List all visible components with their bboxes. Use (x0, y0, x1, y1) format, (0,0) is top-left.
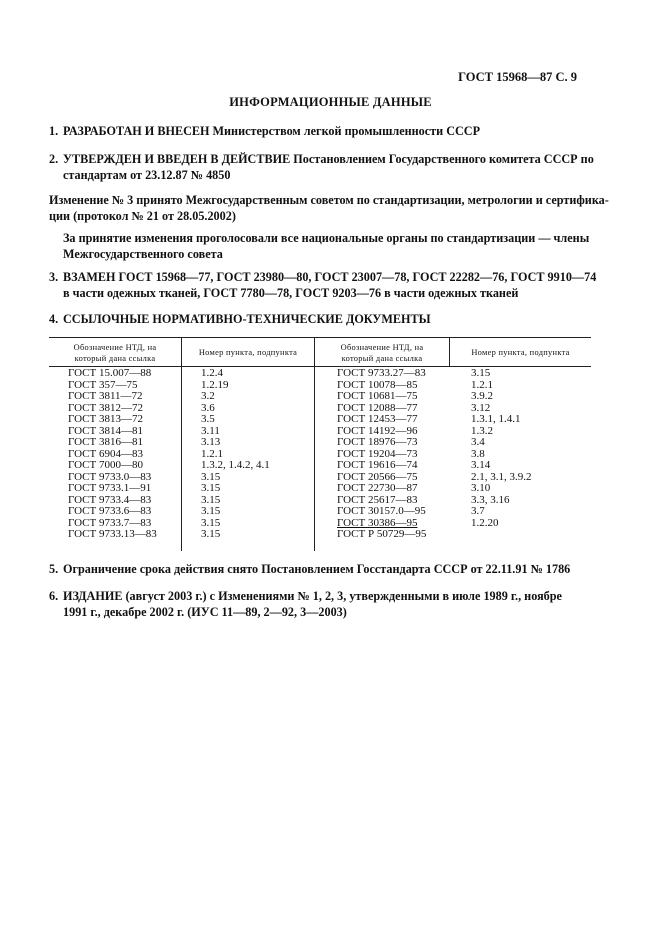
left-doc-cell: ГОСТ 9733.4—83 (68, 493, 152, 506)
left-clause-cell: 3.15 (201, 493, 221, 506)
right-doc-cell: ГОСТ 14192—96 (337, 424, 418, 437)
left-doc-cell: ГОСТ 3813—72 (68, 413, 143, 425)
left-doc-cell: ГОСТ 9733.13—83 (68, 528, 157, 540)
vote-note (63, 230, 609, 262)
item-6-line-2: 1991 г., декабре 2002 г. (ИУС 11—89, 2—92, 3—2003) (63, 605, 347, 619)
header-clause-left: Номер пункта, подпункта (198, 348, 298, 357)
left-clause-cell: 3.15 (201, 470, 221, 483)
left-clause-cell: 3.13 (201, 436, 221, 448)
header-doc-left (49, 342, 181, 364)
left-doc-cell: ГОСТ 357—75 (68, 378, 138, 391)
item-3-line-2: в части одежных тканей, ГОСТ 7780—78, ГОСТ 9203—76 в части одежных тканей (63, 286, 519, 300)
left-clause-cell: 3.15 (201, 516, 221, 529)
vote-note-line-1: За принятие изменения проголосовали все национальные органы по стандартизации — члены (63, 231, 590, 245)
left-clause-cell: 3.15 (201, 505, 221, 517)
right-clause-cell: 3.12 (471, 401, 491, 414)
item-2-number: 2. (49, 152, 59, 166)
left-doc-cell: ГОСТ 3811—72 (68, 390, 143, 402)
item-1-number: 1. (49, 124, 59, 138)
left-doc-cell: ГОСТ 9733.7—83 (68, 516, 152, 529)
change-note (49, 192, 609, 224)
item-6-number: 6. (49, 589, 59, 603)
right-clause-cell: 1.2.20 (471, 516, 499, 529)
left-doc-cell: ГОСТ 9733.6—83 (68, 505, 152, 517)
right-doc-cell: ГОСТ 18976—73 (337, 436, 418, 448)
left-doc-cell: ГОСТ 3814—81 (68, 424, 143, 437)
right-clause-cell: 3.7 (471, 505, 485, 517)
table-divider-1 (181, 337, 182, 551)
right-doc-cell: ГОСТ 10078—85 (337, 378, 418, 391)
left-clause-cell: 1.3.2, 1.4.2, 4.1 (201, 459, 270, 471)
left-doc-cell: ГОСТ 6904—83 (68, 447, 143, 460)
right-clause-cell: 3.14 (471, 459, 491, 471)
left-doc-cell: ГОСТ 7000—80 (68, 459, 143, 471)
right-clause-column (471, 368, 532, 541)
right-doc-cell: ГОСТ Р 50729—95 (337, 528, 427, 540)
right-clause-cell: 3.15 (471, 367, 491, 379)
item-5 (49, 561, 609, 577)
left-clause-cell: 1.2.1 (201, 447, 223, 460)
item-2-line-1: УТВЕРЖДЕН И ВВЕДЕН В ДЕЙСТВИЕ Постановлением Государственного комитета СССР по (63, 152, 594, 166)
right-clause-cell: 1.3.1, 1.4.1 (471, 413, 521, 425)
header-clause-right: Номер пункта, подпункта (471, 348, 570, 357)
right-doc-cell: ГОСТ 9733.27—83 (337, 367, 426, 379)
right-clause-cell: 1.3.2 (471, 424, 493, 437)
right-clause-cell: 3.3, 3.16 (471, 493, 510, 506)
left-doc-cell: ГОСТ 3812—72 (68, 401, 143, 414)
right-clause-cell: 3.4 (471, 436, 485, 448)
header-doc-left-line-1: Обозначение НТД, на (73, 343, 157, 352)
right-doc-cell: ГОСТ 12453—77 (337, 413, 418, 425)
header-doc-left-line-2: который дана ссылка (74, 354, 156, 363)
right-clause-cell: 3.10 (471, 482, 491, 494)
item-3-line-1: ВЗАМЕН ГОСТ 15968—77, ГОСТ 23980—80, ГОСТ 23007—78, ГОСТ 22282—76, ГОСТ 9910—74 (63, 270, 597, 284)
right-doc-cell: ГОСТ 12088—77 (337, 401, 418, 414)
item-1-text: РАЗРАБОТАН И ВНЕСЕН Министерством легкой промышленности СССР (63, 124, 481, 138)
left-clause-cell: 3.15 (201, 528, 221, 540)
right-clause-cell: 3.8 (471, 447, 485, 460)
table-divider-2 (314, 337, 315, 551)
item-4-number: 4. (49, 312, 59, 326)
right-doc-cell: ГОСТ 30157.0—95 (337, 505, 426, 517)
left-doc-cell: ГОСТ 15.007—88 (68, 367, 152, 379)
item-5-text: Ограничение срока действия снято Постановлением Госстандарта СССР от 22.11.91 № 1786 (63, 562, 571, 576)
left-doc-cell: ГОСТ 9733.1—91 (68, 482, 152, 494)
left-clause-cell: 3.15 (201, 482, 221, 494)
left-doc-column (68, 368, 157, 541)
left-clause-cell: 3.6 (201, 401, 215, 414)
change-note-line-1: Изменение № 3 принято Межгосударственным советом по стандартизации, метрологии и сертифика- (49, 193, 609, 207)
left-clause-cell: 3.2 (201, 390, 215, 402)
left-clause-cell: 1.2.19 (201, 378, 229, 391)
item-3 (49, 269, 609, 301)
left-clause-column (201, 368, 270, 541)
item-1 (49, 123, 609, 139)
item-4 (49, 311, 609, 327)
item-3-number: 3. (49, 270, 59, 284)
right-doc-cell: ГОСТ 25617—83 (337, 493, 418, 506)
header-doc-right-line-2: который дана ссылка (341, 354, 423, 363)
change-note-line-2: ции (протокол № 21 от 28.05.2002) (49, 209, 236, 223)
right-doc-cell: ГОСТ 30386—95 (337, 516, 418, 529)
right-doc-cell: ГОСТ 19204—73 (337, 447, 418, 460)
right-doc-column (337, 368, 426, 541)
left-clause-cell: 1.2.4 (201, 367, 223, 379)
right-doc-cell: ГОСТ 20566—75 (337, 470, 418, 483)
item-5-number: 5. (49, 562, 59, 576)
left-doc-cell: ГОСТ 9733.0—83 (68, 470, 152, 483)
item-6-line-1: ИЗДАНИЕ (август 2003 г.) с Изменениями № 1, 2, 3, утвержденными в июле 1989 г., ноябре (63, 589, 562, 603)
right-doc-cell: ГОСТ 19616—74 (337, 459, 418, 471)
left-doc-cell: ГОСТ 3816—81 (68, 436, 143, 448)
table-top-rule (49, 337, 591, 338)
section-title: ИНФОРМАЦИОННЫЕ ДАННЫЕ (229, 95, 432, 109)
right-doc-cell: ГОСТ 22730—87 (337, 482, 418, 494)
item-2 (49, 151, 609, 183)
left-clause-cell: 3.5 (201, 413, 215, 425)
right-clause-cell (471, 529, 532, 541)
right-doc-cell: ГОСТ 10681—75 (337, 390, 418, 402)
right-clause-cell: 1.2.1 (471, 378, 493, 391)
left-clause-cell: 3.11 (201, 424, 220, 437)
references-table (49, 337, 591, 551)
right-clause-cell: 2.1, 3.1, 3.9.2 (471, 470, 532, 483)
item-4-text: ССЫЛОЧНЫЕ НОРМАТИВНО-ТЕХНИЧЕСКИЕ ДОКУМЕНТЫ (63, 312, 431, 326)
item-2-line-2: стандартам от 23.12.87 № 4850 (63, 168, 231, 182)
right-clause-cell: 3.9.2 (471, 390, 493, 402)
header-doc-right (315, 342, 449, 364)
vote-note-line-2: Межгосударственного совета (63, 247, 223, 261)
header-doc-right-line-1: Обозначение НТД, на (340, 343, 424, 352)
item-6 (49, 588, 609, 620)
page-header: ГОСТ 15968—87 С. 9 (458, 70, 577, 84)
